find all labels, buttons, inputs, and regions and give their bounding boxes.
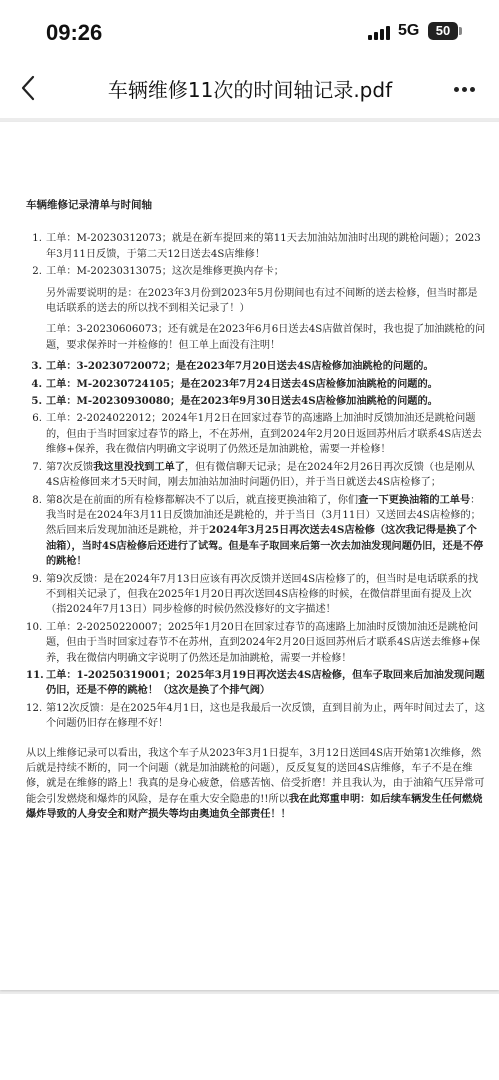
- status-bar: [0, 0, 499, 64]
- clock: 09:26: [46, 20, 103, 45]
- pdf-page: [0, 122, 499, 990]
- document-title: 车辆维修11次的时间轴记录.pdf: [107, 78, 393, 102]
- battery-cap: [459, 27, 462, 35]
- document-heading: 车辆维修记录清单与时间轴: [26, 199, 152, 211]
- more-icon: [454, 87, 459, 92]
- note-paragraph: 工单：3-20230606073；还有就是在2023年6月6日送去4S店做首保时，我也提了加油跳枪的问题，要求保养时一并检修的！但工单上面没有注明！: [46, 324, 486, 351]
- list-item: 6. 工单：2-2024022012；2024年1月2日在回家过春节的高速路上加油时反馈加油还是跳枪问题的，但由于当时回家过春节的路上，不在苏州，直到2024年2月20日返回苏州后才联系4S店送去维修+保养，我在微信内明确文字说明了仍然还是加油跳枪，需要一并检修！: [32, 413, 482, 456]
- declaration-text: 我在此郑重申明：如后续车辆发生任何燃烧爆炸导致的人身安全和财产损失等均由奥迪负全部责任！！: [26, 792, 483, 821]
- nav-bar: [0, 64, 499, 114]
- network-type: 5G: [398, 22, 420, 39]
- list-item: 1. 工单：M-20230312073；就是在新车提回来的第11天去加油站加油时出现的跳枪问题）；2023年3月11日反馈，于第二天12日送去4S店维修！: [32, 233, 481, 260]
- list-item: 4. 工单：M-20230724105；是在2023年7月24日送去4S店检修加油跳枪的问题的。: [31, 377, 438, 390]
- list-item: 5. 工单：M-20230930080；是在2023年9月30日送去4S店检修加油跳枪的问题的。: [31, 395, 438, 408]
- list-item: 2. 工单：M-20230313075；这次是维修更换内存卡； 另外需要说明的是：在2023年3月份到2023年5月份期间也有过不间断的送去检修，但当时都是电话联系的送去的所以找不到相关记录了！） 工单：3-20230606073；还有就是在2023年6月6日送去4S店做首保时，我也提了加油跳枪的问题，要求保养时一并检修的！但工单上面没有注明！: [26, 264, 486, 353]
- record-list: [26, 231, 486, 731]
- back-button[interactable]: [14, 70, 46, 106]
- battery-icon: 50: [428, 22, 458, 40]
- list-item: 8. 第8次是在前面的所有检修都解决不了以后，就直接更换油箱了，你们查一下更换油箱的工单号：我当时是在2024年3月11日反馈加油还是跳枪的，并于当日（3月11日）又送回去4S店检修的；然后回来后发现加油还是跳枪，并于2024年3月25日再次送去4S店检修（这次我记得是换了个油箱），当时4S店检修后还进行了试驾。但是车子取回来后第一次去加油发现问题仍旧，还是不停的跳枪！: [32, 493, 484, 568]
- more-button[interactable]: [446, 74, 482, 104]
- summary-paragraph: 从以上维修记录可以看出，我这个车子从2023年3月1日提车，3月12日送回4S店开始第1次维修，然后就是持续不断的，同一个问题（就是加油跳枪的问题），反反复复的送回4S店维修，车子不是在维修，就是在维修的路上！我真的是身心疲惫，倍感苦恼、倍受折磨！并且我认为，由于油箱气压异常可能会引发燃烧和爆炸的风险，是存在重大安全隐患的!!所以我在此郑重申明：如后续车辆发生任何燃烧爆炸导致的人身安全和财产损失等均由奥迪负全部责任！！: [26, 747, 485, 821]
- list-item: 12. 第12次反馈：是在2025年4月1日，这也是我最后一次反馈，直到目前为止，两年时间过去了，这个问题仍旧存在修理不好！: [26, 702, 485, 730]
- list-item: 3. 工单：3-20230720072；是在2023年7月20日送去4S店检修加油跳枪的问题的。: [31, 360, 434, 373]
- pdf-viewer[interactable]: [0, 118, 499, 1078]
- document-body: [26, 198, 486, 823]
- chevron-left-icon: [14, 70, 46, 106]
- list-item: 10. 工单：2-20250220007；2025年1月20日在回家过春节的高速路上加油时反馈加油还是跳枪问题，但由于当时回家过春节不在苏州，直到2024年2月20日返回苏州后才联系4S店送去维修+保养，我在微信内明确文字说明了仍然还是加油跳枪，需要一并检修！: [26, 621, 481, 664]
- list-item: 11. 工单：1-20250319001；2025年3月19日再次送去4S店检修，但车子取回来后加油发现问题仍旧，还是不停的跳枪！（这次是换了个排气阀）: [26, 668, 485, 697]
- note-paragraph: 另外需要说明的是：在2023年3月份到2023年5月份期间也有过不间断的送去检修，但当时都是电话联系的送去的所以找不到相关记录了！）: [46, 287, 478, 315]
- next-page-edge: [0, 994, 499, 1078]
- list-item: 7. 第7次反馈我这里没找到工单了，但有微信聊天记录；是在2024年2月26日再次反馈（也是刚从4S店检修回来才5天时间，刚去加油站加油时问题仍旧），并于当日就送去4S店检修了；: [32, 460, 475, 489]
- list-item: 9. 第9次反馈：是在2024年7月13日应该有再次反馈并送回4S店检修了的，但当时是电话联系的找不到相关记录了，但我在2025年1月20日再次送回4S店检修的时候，在微信群里面有提及上次（指2024年7月13日）同步检修的时候仍然没修好的文字描述！: [32, 573, 479, 616]
- signal-icon: [368, 24, 394, 40]
